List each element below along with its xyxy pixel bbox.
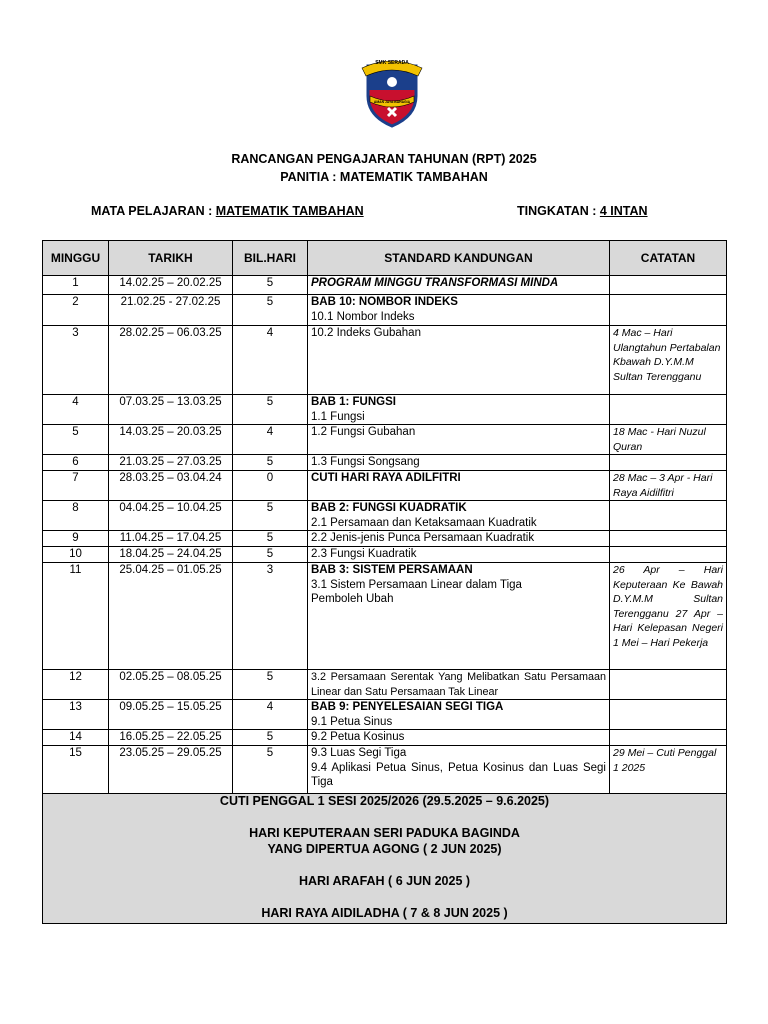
footer-keputeraan-2: YANG DIPERTUA AGONG ( 2 JUN 2025): [267, 842, 502, 856]
cell-catatan: 29 Mei – Cuti Penggal 1 2025: [610, 746, 727, 794]
form-line: [517, 204, 648, 218]
cell-bil-hari: 5: [233, 670, 308, 700]
bab-title: PROGRAM MINGGU TRANSFORMASI MINDA: [311, 277, 559, 289]
table-row: [43, 501, 727, 531]
topik: 9.4 Aplikasi Petua Sinus, Petua Kosinus dan Luas Segi Tiga: [311, 761, 606, 788]
cell-standard: [308, 395, 610, 425]
topik: 10.1 Nombor Indeks: [311, 310, 415, 323]
bab-title: BAB 1: FUNGSI: [311, 396, 396, 408]
cell-tarikh: 11.04.25 – 17.04.25: [109, 531, 233, 547]
cell-catatan: [610, 730, 727, 746]
cell-bil-hari: 4: [233, 326, 308, 395]
cell-minggu: 11: [43, 563, 109, 670]
topik: 1.3 Fungsi Songsang: [311, 456, 420, 468]
cell-standard: [308, 501, 610, 531]
cell-minggu: 5: [43, 425, 109, 455]
topik: 2.1 Persamaan dan Ketaksamaan Kuadratik: [311, 516, 537, 529]
cell-minggu: 4: [43, 395, 109, 425]
table-row: [43, 700, 727, 730]
cell-standard: [308, 471, 610, 501]
cell-tarikh: 28.03.25 – 03.04.24: [109, 471, 233, 501]
logo-banner-bottom: AMAN JAYA BAHAGIA: [373, 100, 411, 104]
rpt-table: [42, 240, 727, 924]
cell-catatan: [610, 501, 727, 531]
document-title: RANCANGAN PENGAJARAN TAHUNAN (RPT) 2025: [231, 152, 537, 166]
table-row: [43, 395, 727, 425]
footer-keputeraan-1: HARI KEPUTERAAN SERI PADUKA BAGINDA: [249, 826, 520, 840]
cell-tarikh: 23.05.25 – 29.05.25: [109, 746, 233, 794]
cell-minggu: 13: [43, 700, 109, 730]
panitia-title: PANITIA : MATEMATIK TAMBAHAN: [280, 170, 488, 184]
cell-bil-hari: 5: [233, 295, 308, 326]
cell-minggu: 2: [43, 295, 109, 326]
table-row: [43, 276, 727, 295]
cell-catatan: 4 Mac – Hari Ulangtahun Pertabalan Kbawah D.Y.M.M Sultan Terengganu: [610, 326, 727, 395]
topik: 9.1 Petua Sinus: [311, 715, 393, 728]
footer-spacer: [46, 858, 723, 874]
table-row: [43, 425, 727, 455]
cell-catatan: 18 Mac - Hari Nuzul Quran: [610, 425, 727, 455]
table-row: [43, 295, 727, 326]
cell-standard: [308, 425, 610, 455]
footer-spacer: [46, 810, 723, 826]
topik: 1.2 Fungsi Gubahan: [311, 426, 416, 438]
table-row: [43, 471, 727, 501]
cell-bil-hari: 0: [233, 471, 308, 501]
bab-title: BAB 9: PENYELESAIAN SEGI TIGA: [311, 701, 504, 713]
topik: 9.3 Luas Segi Tiga: [311, 747, 407, 759]
cell-minggu: 6: [43, 455, 109, 471]
cell-minggu: 12: [43, 670, 109, 700]
cell-catatan: 26 Apr – Hari Keputeraan Ke Bawah D.Y.M.M Sultan Terengganu 27 Apr – Hari Kelepasan Negeri 1 Mei – Hari Pekerja: [610, 563, 727, 670]
header-tarikh: TARIKH: [109, 241, 233, 276]
topik: 9.2 Petua Kosinus: [311, 731, 405, 743]
cell-bil-hari: 5: [233, 395, 308, 425]
subject-label: MATA PELAJARAN :: [91, 204, 216, 218]
form-label: TINGKATAN :: [517, 204, 600, 218]
cell-standard: [308, 746, 610, 794]
cell-minggu: 3: [43, 326, 109, 395]
footer-cuti-penggal: CUTI PENGGAL 1 SESI 2025/2026 (29.5.2025 – 9.6.2025): [219, 794, 550, 808]
school-crest-logo: [360, 56, 424, 128]
cell-tarikh: 14.02.25 – 20.02.25: [109, 276, 233, 295]
table-row: [43, 670, 727, 700]
cell-minggu: 1: [43, 276, 109, 295]
cell-tarikh: 02.05.25 – 08.05.25: [109, 670, 233, 700]
cell-standard: [308, 295, 610, 326]
cell-standard: [308, 276, 610, 295]
cell-tarikh: 21.02.25 - 27.02.25: [109, 295, 233, 326]
cell-standard: [308, 670, 610, 700]
cell-minggu: 15: [43, 746, 109, 794]
cell-tarikh: 09.05.25 – 15.05.25: [109, 700, 233, 730]
header-standard-kandungan: STANDARD KANDUNGAN: [308, 241, 610, 276]
cell-standard: [308, 700, 610, 730]
cell-standard: [308, 563, 610, 670]
footer-spacer: [46, 890, 723, 906]
table-row: [43, 326, 727, 395]
cell-tarikh: 07.03.25 – 13.03.25: [109, 395, 233, 425]
table-row: [43, 746, 727, 794]
cell-bil-hari: 4: [233, 425, 308, 455]
cell-catatan: [610, 276, 727, 295]
topik: 2.2 Jenis-jenis Punca Persamaan Kuadratik: [311, 532, 535, 544]
subject-value: MATEMATIK TAMBAHAN: [215, 204, 364, 218]
table-row: [43, 547, 727, 563]
cell-tarikh: 28.02.25 – 06.03.25: [109, 326, 233, 395]
bab-title: BAB 3: SISTEM PERSAMAAN: [311, 564, 473, 576]
header-minggu: MINGGU: [43, 241, 109, 276]
subject-line: [91, 204, 364, 218]
bab-title: CUTI HARI RAYA ADILFITRI: [311, 472, 461, 484]
cell-bil-hari: 5: [233, 746, 308, 794]
cell-minggu: 14: [43, 730, 109, 746]
cell-standard: [308, 455, 610, 471]
cell-standard: [308, 730, 610, 746]
cell-catatan: [610, 395, 727, 425]
cell-catatan: [610, 700, 727, 730]
cell-bil-hari: 5: [233, 730, 308, 746]
table-row: [43, 531, 727, 547]
bab-title: BAB 10: NOMBOR INDEKS: [311, 296, 458, 308]
cell-bil-hari: 4: [233, 700, 308, 730]
cell-minggu: 8: [43, 501, 109, 531]
cell-catatan: [610, 455, 727, 471]
table-row: [43, 563, 727, 670]
header-bil-hari: BIL.HARI: [233, 241, 308, 276]
table-row: [43, 730, 727, 746]
topik: 3.1 Sistem Persamaan Linear dalam Tiga Pemboleh Ubah: [311, 578, 522, 605]
cell-catatan: [610, 670, 727, 700]
footer-aidiladha: HARI RAYA AIDILADHA ( 7 & 8 JUN 2025 ): [261, 906, 508, 920]
cell-minggu: 10: [43, 547, 109, 563]
cell-minggu: 7: [43, 471, 109, 501]
cell-standard: [308, 547, 610, 563]
holiday-footer-row: [43, 794, 727, 924]
bab-title: BAB 2: FUNGSI KUADRATIK: [311, 502, 467, 514]
cell-standard: [308, 531, 610, 547]
form-value: 4 INTAN: [599, 204, 648, 218]
table-header-row: [43, 241, 727, 276]
cell-tarikh: 14.03.25 – 20.03.25: [109, 425, 233, 455]
cell-bil-hari: 5: [233, 501, 308, 531]
cell-catatan: [610, 531, 727, 547]
cell-bil-hari: 3: [233, 563, 308, 670]
cell-tarikh: 25.04.25 – 01.05.25: [109, 563, 233, 670]
cell-bil-hari: 5: [233, 531, 308, 547]
cell-standard: [308, 326, 610, 395]
cell-tarikh: 04.04.25 – 10.04.25: [109, 501, 233, 531]
holiday-footer: [43, 794, 727, 924]
cell-catatan: [610, 547, 727, 563]
header-catatan: CATATAN: [610, 241, 727, 276]
footer-arafah: HARI ARAFAH ( 6 JUN 2025 ): [298, 874, 471, 888]
cell-bil-hari: 5: [233, 276, 308, 295]
topik: 10.2 Indeks Gubahan: [311, 327, 421, 339]
topik: 3.2 Persamaan Serentak Yang Melibatkan Satu Persamaan Linear dan Satu Persamaan Tak Linear: [311, 671, 606, 698]
topik: 2.3 Fungsi Kuadratik: [311, 548, 417, 560]
cell-tarikh: 18.04.25 – 24.04.25: [109, 547, 233, 563]
cell-tarikh: 16.05.25 – 22.05.25: [109, 730, 233, 746]
cell-bil-hari: 5: [233, 547, 308, 563]
cell-minggu: 9: [43, 531, 109, 547]
cell-catatan: 28 Mac – 3 Apr - Hari Raya Aidilfitri: [610, 471, 727, 501]
topik: 1.1 Fungsi: [311, 410, 365, 423]
cell-bil-hari: 5: [233, 455, 308, 471]
cell-catatan: [610, 295, 727, 326]
cell-tarikh: 21.03.25 – 27.03.25: [109, 455, 233, 471]
table-row: [43, 455, 727, 471]
logo-banner-top: SMK SERADA: [375, 60, 409, 66]
